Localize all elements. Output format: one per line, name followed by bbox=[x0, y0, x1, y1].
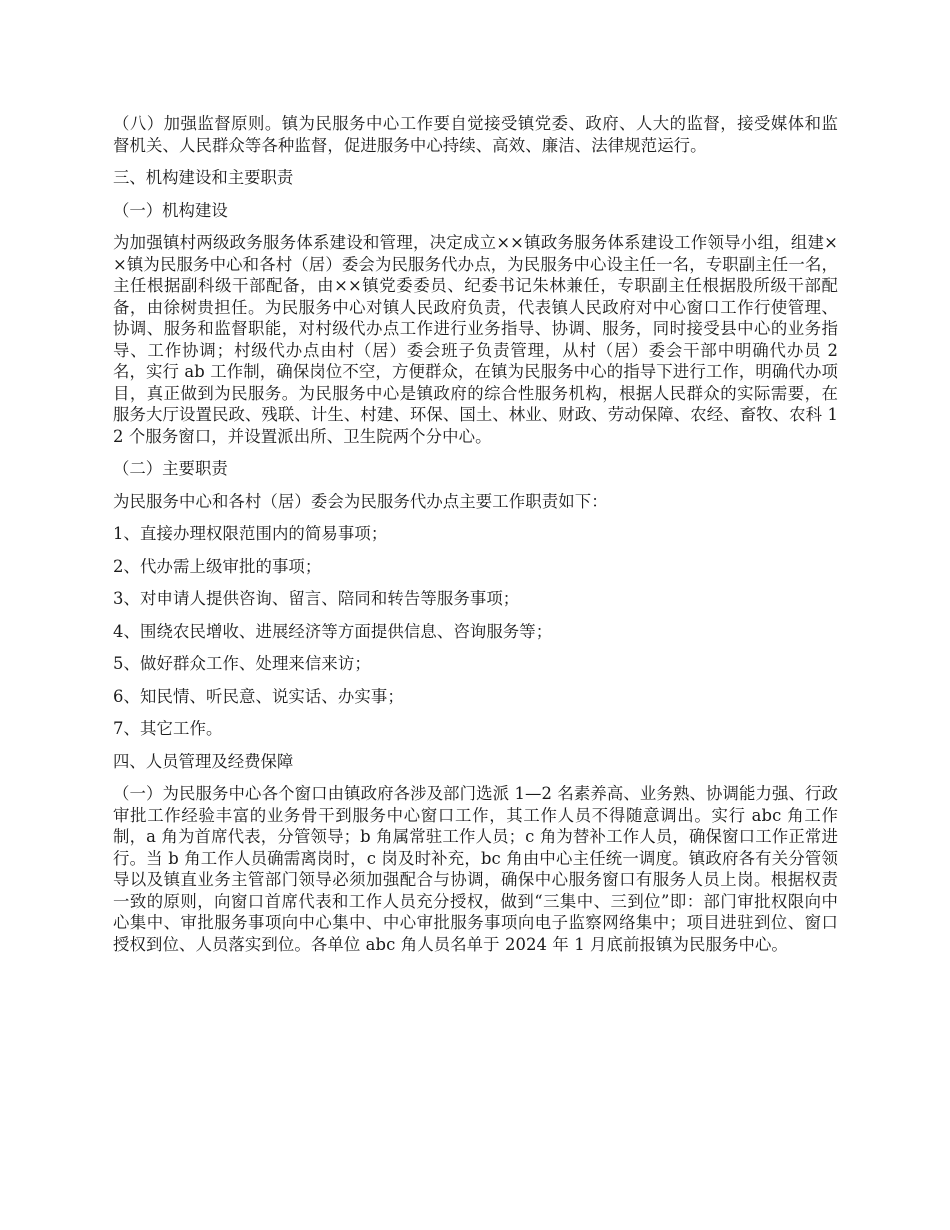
section-heading-4: 四、人员管理及经费保障 bbox=[113, 751, 294, 771]
subsection-heading-org: （一）机构建设 bbox=[113, 200, 228, 220]
document-page bbox=[113, 113, 838, 966]
list-item-duty-5: 5、做好群众工作、处理来信来访； bbox=[113, 654, 371, 673]
list-item-duty-4: 4、围绕农民增收、进展经济等方面提供信息、咨询服务等； bbox=[113, 621, 553, 641]
list-item-duty-3: 3、对申请人提供咨询、留言、陪同和转告等服务事项； bbox=[113, 589, 520, 608]
list-item-duty-1: 1、直接办理权限范围内的简易事项； bbox=[113, 524, 388, 543]
para-supervision-principle: （八）加强监督原则。镇为民服务中心工作要自觉接受镇党委、政府、人大的监督，接受媒体和监督机关、人民群众等各种监督，促进服务中心持续、高效、廉洁、法律规范运行。 bbox=[113, 114, 838, 155]
para-duties-intro: 为民服务中心和各村（居）委会为民服务代办点主要工作职责如下： bbox=[113, 491, 608, 511]
list-item-duty-6: 6、知民情、听民意、说实话、办实事； bbox=[113, 686, 404, 706]
list-item-duty-2: 2、代办需上级审批的事项； bbox=[113, 556, 322, 576]
para-org-building: 为加强镇村两级政务服务体系建设和管理，决定成立××镇政务服务体系建设工作领导小组，组建××镇为民服务中心和各村（居）委会为民服务代办点，为民服务中心设主任一名，专职副主任一名，主任根据副科级干部配备，由××镇党委委员、纪委书记朱林兼任，专职副主任根据股所级干部配备，由徐树贵担任。为民服务中心对镇人民政府负责，代表镇人民政府对中心窗口工作行使管理、协调、服务和监督职能，对村级代办点工作进行业务指导、协调、服务，同时接受县中心的业务指导、工作协调；村级代办点由村（居）委会班子负责管理，从村（居）委会干部中明确代办员 2 名，实行 ab 工作制，确保岗位不空，方便群众，在镇为民服务中心的指导下进行工作，明确代办项目，真正做到为民服务。为民服务中心是镇政府的综合性服务机构，根据人民群众的实际需要，在服务大厅设置民政、残联、计生、村建、环保、国土、林业、财政、劳动保障、农经、畜牧、农科 12 个服务窗口，并设置派出所、卫生院两个分中心。 bbox=[113, 233, 838, 446]
subsection-heading-duties: （二）主要职责 bbox=[113, 459, 228, 478]
list-item-duty-7: 7、其它工作。 bbox=[113, 719, 223, 738]
section-heading-3: 三、机构建设和主要职责 bbox=[113, 168, 294, 187]
para-staff-management: （一）为民服务中心各个窗口由镇政府各涉及部门选派 1—2 名素养高、业务熟、协调能力强、行政审批工作经验丰富的业务骨干到服务中心窗口工作，其工作人员不得随意调出。实行 abc 角工作制，a 角为首席代表，分管领导；b 角属常驻工作人员；c 角为替补工作人员，确保窗口工作正常进行。当 b 角工作人员确需离岗时，c 岗及时补充，bc 角由中心主任统一调度。镇政府各有关分管领导以及镇直业务主管部门领导必须加强配合与协调，确保中心服务窗口有服务人员上岗。根据权责一致的原则，向窗口首席代表和工作人员充分授权，做到“三集中、三到位”即：部门审批权限向中心集中、审批服务事项向中心集中、中心审批服务事项向电子监察网络集中；项目进驻到位、窗口授权到位、人员落实到位。各单位 abc 角人员名单于 2024 年 1 月底前报镇为民服务中心。 bbox=[113, 784, 838, 954]
